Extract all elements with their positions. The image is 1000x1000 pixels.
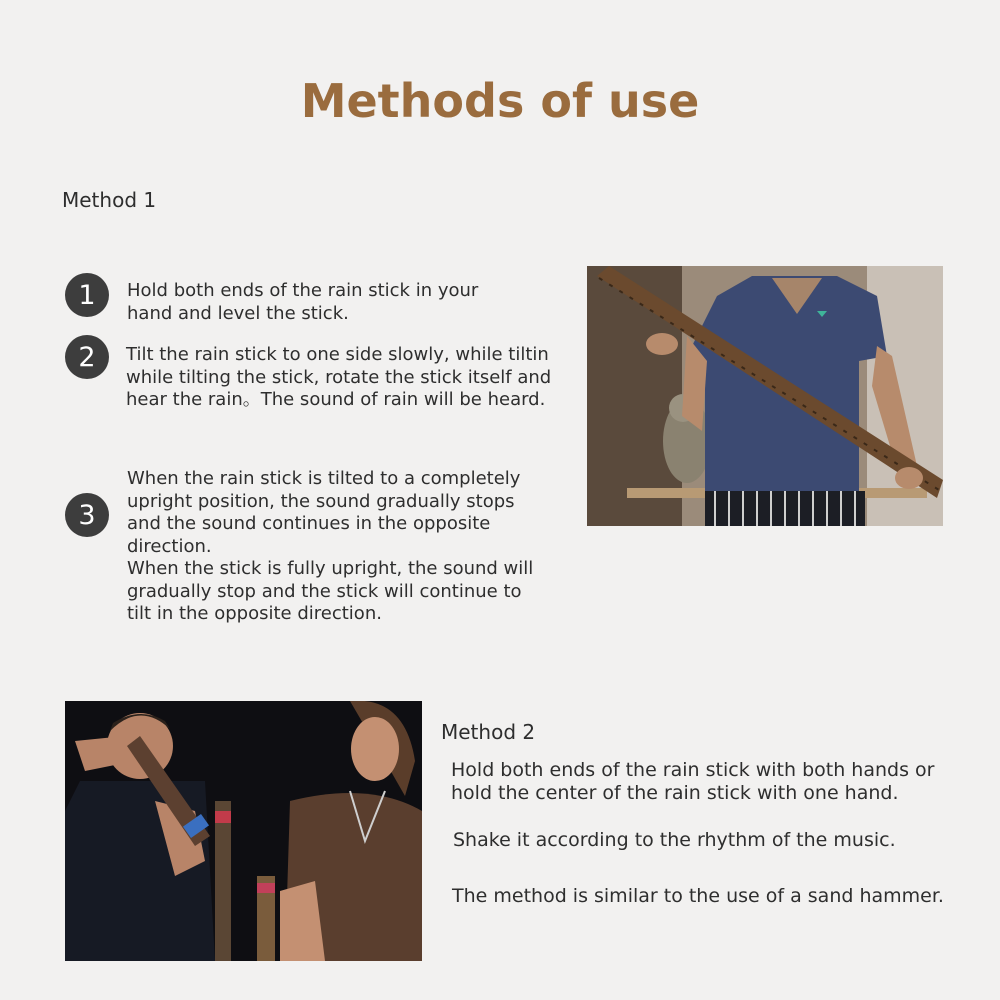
step-3-text [127, 468, 533, 626]
method-1-heading: Method 1 [62, 188, 157, 212]
text-line: gradually stop and the stick will continue to [127, 580, 522, 602]
step-3-badge: 3 [65, 493, 109, 537]
method-2-paragraph-3 [452, 885, 944, 908]
method-1-photo [587, 266, 943, 526]
method-2-paragraph-2 [453, 829, 896, 852]
text-line: The method is similar to the use of a sand hammer. [452, 885, 944, 907]
method-2-photo [65, 701, 422, 961]
method-2-heading: Method 2 [441, 720, 536, 744]
method-2-paragraph-1 [451, 759, 934, 804]
text-line: Hold both ends of the rain stick with both hands or [451, 759, 935, 781]
text-line: tilt in the opposite direction. [127, 603, 382, 624]
text-line: When the rain stick is tilted to a completely [127, 468, 521, 489]
text-line: while tilting the stick, rotate the stick itself and [126, 366, 552, 388]
text-line: hand and level the stick. [127, 302, 349, 324]
text-line: Shake it according to the rhythm of the music. [453, 829, 896, 851]
text-line: hear the rain。The sound of rain will be heard. [126, 389, 546, 410]
step-2-badge: 2 [65, 335, 109, 379]
text-line: When the stick is fully upright, the sound will [127, 558, 534, 579]
text-line: hold the center of the rain stick with one hand. [451, 781, 899, 804]
text-line: Hold both ends of the rain stick in your [127, 280, 479, 301]
page-title: Methods of use [300, 74, 700, 128]
step-1-text [127, 280, 478, 325]
text-line: upright position, the sound gradually stops [127, 490, 515, 512]
text-line: direction. [127, 535, 212, 557]
text-line: Tilt the rain stick to one side slowly, while tiltin [126, 344, 549, 365]
text-line: and the sound continues in the opposite [127, 513, 491, 534]
step-2-text [126, 344, 551, 412]
step-1-badge: 1 [65, 273, 109, 317]
